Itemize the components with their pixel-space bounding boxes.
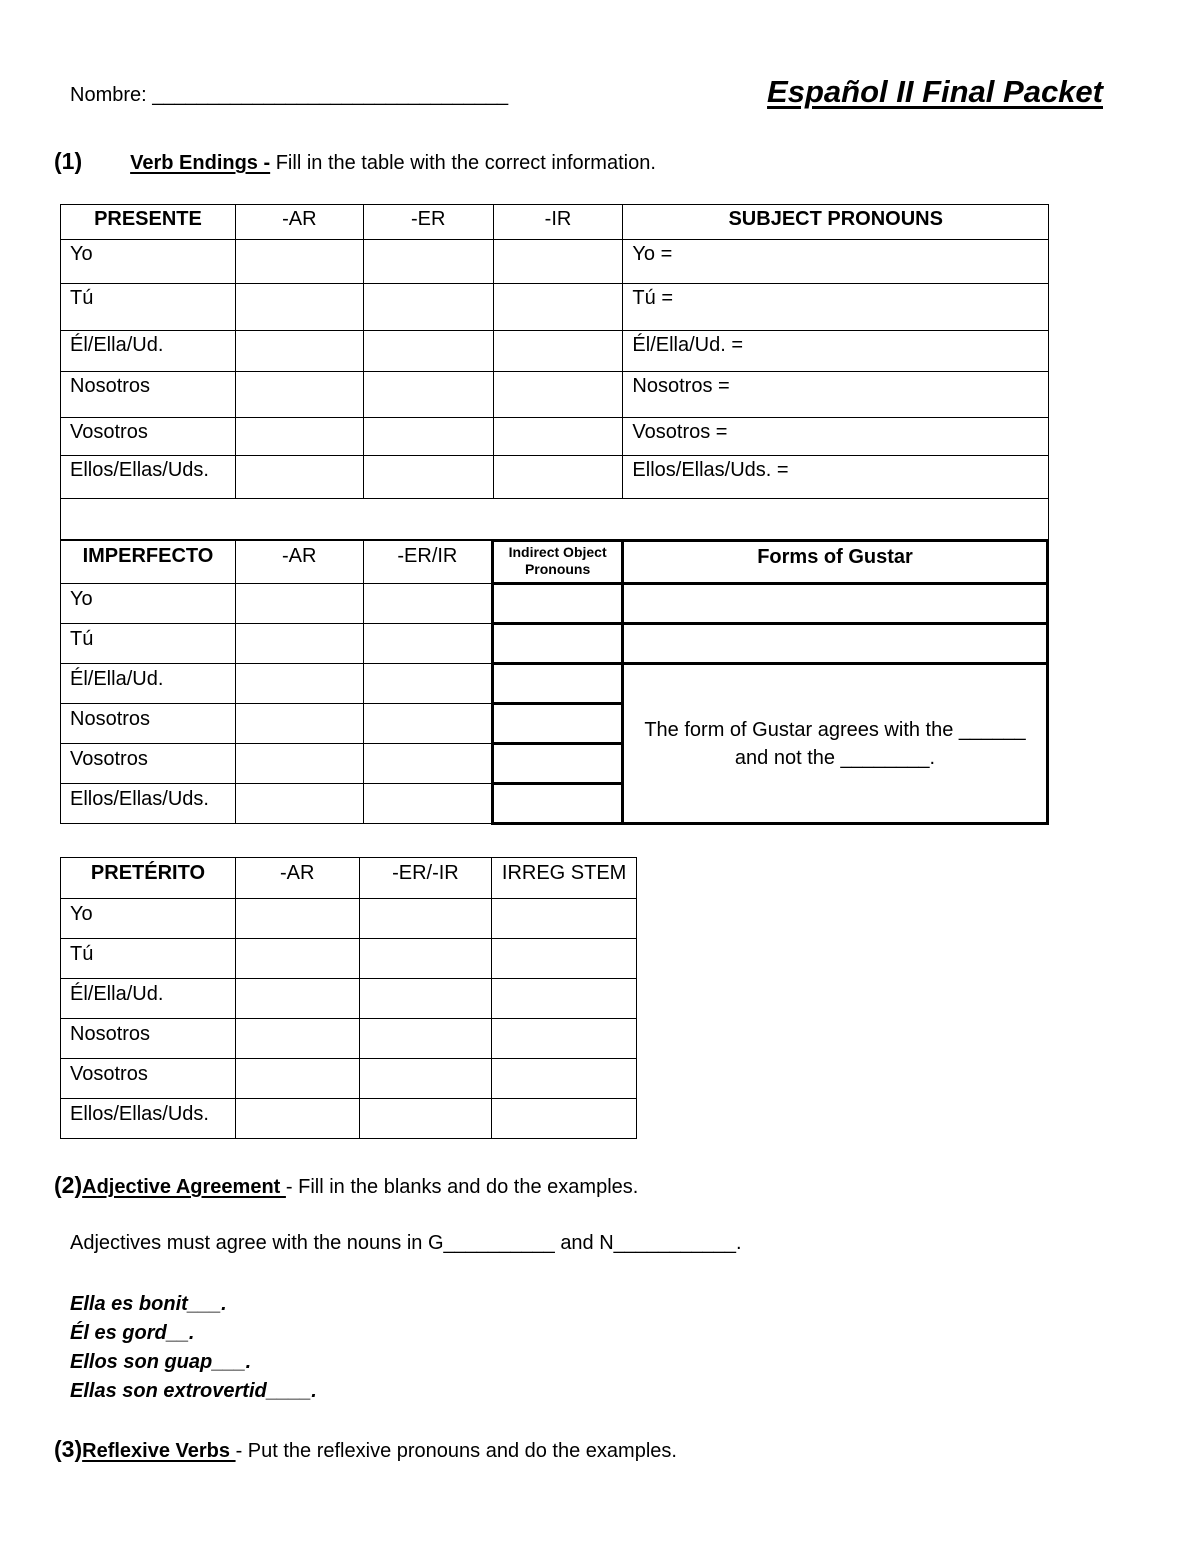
iop-blank-cell[interactable] [493,584,623,624]
blank-cell[interactable] [235,979,359,1019]
spacer-row [61,499,1049,540]
section-number: (1) [54,148,83,174]
blank-cell[interactable] [492,1059,637,1099]
blank-cell[interactable] [363,664,493,704]
row-label: Vosotros [61,418,236,456]
blank-cell[interactable] [235,744,363,784]
blank-cell[interactable] [363,624,493,664]
blank-cell[interactable] [363,240,493,284]
row-label: Nosotros [61,704,236,744]
row-label: Ellos/Ellas/Uds. [61,784,236,824]
blank-cell[interactable] [235,939,359,979]
iop-blank-cell[interactable] [493,704,623,744]
row-label: Él/Ella/Ud. [61,664,236,704]
blank-cell[interactable] [235,1099,359,1139]
table-header: Forms of Gustar [623,541,1048,584]
preterito-table [60,857,637,1139]
blank-cell[interactable] [359,939,492,979]
blank-cell[interactable] [492,899,637,939]
blank-cell[interactable] [493,284,623,331]
table-header: -ER/IR [363,541,493,584]
pronoun-cell[interactable]: Nosotros = [623,372,1049,418]
example-line: Él es gord__. [70,1322,195,1344]
blank-cell[interactable] [492,979,637,1019]
row-label: Yo [61,584,236,624]
blank-cell[interactable] [235,284,363,331]
section-number: (2) [54,1172,83,1198]
blank-cell[interactable] [235,331,363,372]
row-label: Tú [61,284,236,331]
section-number: (3) [54,1436,83,1462]
pronoun-cell[interactable]: Ellos/Ellas/Uds. = [623,456,1049,499]
row-label: Yo [61,240,236,284]
table-header: -AR [235,858,359,899]
row-label: Nosotros [61,1019,236,1059]
blank-cell[interactable] [363,418,493,456]
table-header: SUBJECT PRONOUNS [623,205,1049,240]
row-label: Yo [61,899,236,939]
iop-blank-cell[interactable] [493,784,623,824]
section-1-heading [54,148,656,175]
iop-blank-cell[interactable] [493,744,623,784]
blank-cell[interactable] [492,1019,637,1059]
blank-cell[interactable] [235,372,363,418]
blank-cell[interactable] [359,899,492,939]
blank-cell[interactable] [492,939,637,979]
pronoun-cell[interactable]: Él/Ella/Ud. = [623,331,1049,372]
blank-cell[interactable] [493,331,623,372]
gustar-blank-cell[interactable] [623,584,1048,624]
gustar-note: The form of Gustar agrees with the ______ and not the ________. [623,664,1048,824]
blank-cell[interactable] [493,240,623,284]
blank-cell[interactable] [235,1059,359,1099]
table-header: Indirect Object Pronouns [493,541,623,584]
blank-cell[interactable] [363,331,493,372]
row-label: Vosotros [61,1059,236,1099]
row-label: Ellos/Ellas/Uds. [61,456,236,499]
row-label: Tú [61,939,236,979]
table-header: IRREG STEM [492,858,637,899]
row-label: Ellos/Ellas/Uds. [61,1099,236,1139]
gustar-blank-cell[interactable] [623,624,1048,664]
section-name: Verb Endings - [130,152,271,174]
row-label: Nosotros [61,372,236,418]
section-3-heading [54,1436,677,1463]
blank-cell[interactable] [493,456,623,499]
section-name: Reflexive Verbs [82,1440,236,1462]
blank-cell[interactable] [235,584,363,624]
blank-cell[interactable] [359,979,492,1019]
table-header: PRESENTE [61,205,236,240]
blank-cell[interactable] [235,704,363,744]
row-label: Vosotros [61,744,236,784]
blank-cell[interactable] [235,784,363,824]
section-instruction: Fill in the table with the correct information. [270,152,656,174]
example-line: Ella es bonit___. [70,1293,227,1315]
presente-table [60,204,1049,540]
table-header: -IR [493,205,623,240]
blank-cell[interactable] [235,899,359,939]
section-name: Adjective Agreement [82,1176,286,1198]
section-2-heading [54,1172,638,1199]
blank-cell[interactable] [235,624,363,664]
blank-cell[interactable] [359,1099,492,1139]
row-label: Tú [61,624,236,664]
row-label: Él/Ella/Ud. [61,331,236,372]
blank-cell[interactable] [363,784,493,824]
adjective-examples [70,1290,317,1406]
blank-cell[interactable] [235,456,363,499]
blank-cell[interactable] [235,418,363,456]
blank-cell[interactable] [493,418,623,456]
table-header: -ER [363,205,493,240]
row-label: Él/Ella/Ud. [61,979,236,1019]
section-instruction: - Put the reflexive pronouns and do the examples. [235,1440,677,1462]
blank-cell[interactable] [359,1059,492,1099]
blank-cell[interactable] [363,744,493,784]
example-line: Ellas son extrovertid____. [70,1380,317,1402]
page-title: Español II Final Packet [767,74,1103,109]
table-header: -ER/-IR [359,858,492,899]
blank-cell[interactable] [363,372,493,418]
table-header: IMPERFECTO [61,541,236,584]
blank-cell[interactable] [235,1019,359,1059]
iop-blank-cell[interactable] [493,664,623,704]
iop-blank-cell[interactable] [493,624,623,664]
blank-cell[interactable] [492,1099,637,1139]
example-line: Ellos son guap___. [70,1351,252,1373]
blank-cell[interactable] [363,456,493,499]
imperfecto-table [60,539,1049,825]
table-header: -AR [235,541,363,584]
blank-cell[interactable] [493,372,623,418]
adjective-sentence: Adjectives must agree with the nouns in G__________ and N___________. [70,1232,742,1254]
table-header: PRETÉRITO [61,858,236,899]
blank-cell[interactable] [363,284,493,331]
section-instruction: - Fill in the blanks and do the examples. [285,1176,639,1198]
blank-cell[interactable] [363,704,493,744]
pronoun-cell[interactable]: Vosotros = [623,418,1049,456]
pronoun-cell[interactable]: Yo = [623,240,1049,284]
pronoun-cell[interactable]: Tú = [623,284,1049,331]
blank-cell[interactable] [363,584,493,624]
blank-cell[interactable] [235,240,363,284]
blank-cell[interactable] [235,664,363,704]
name-field-label: Nombre: ________________________________ [70,84,509,106]
table-header: -AR [235,205,363,240]
blank-cell[interactable] [359,1019,492,1059]
